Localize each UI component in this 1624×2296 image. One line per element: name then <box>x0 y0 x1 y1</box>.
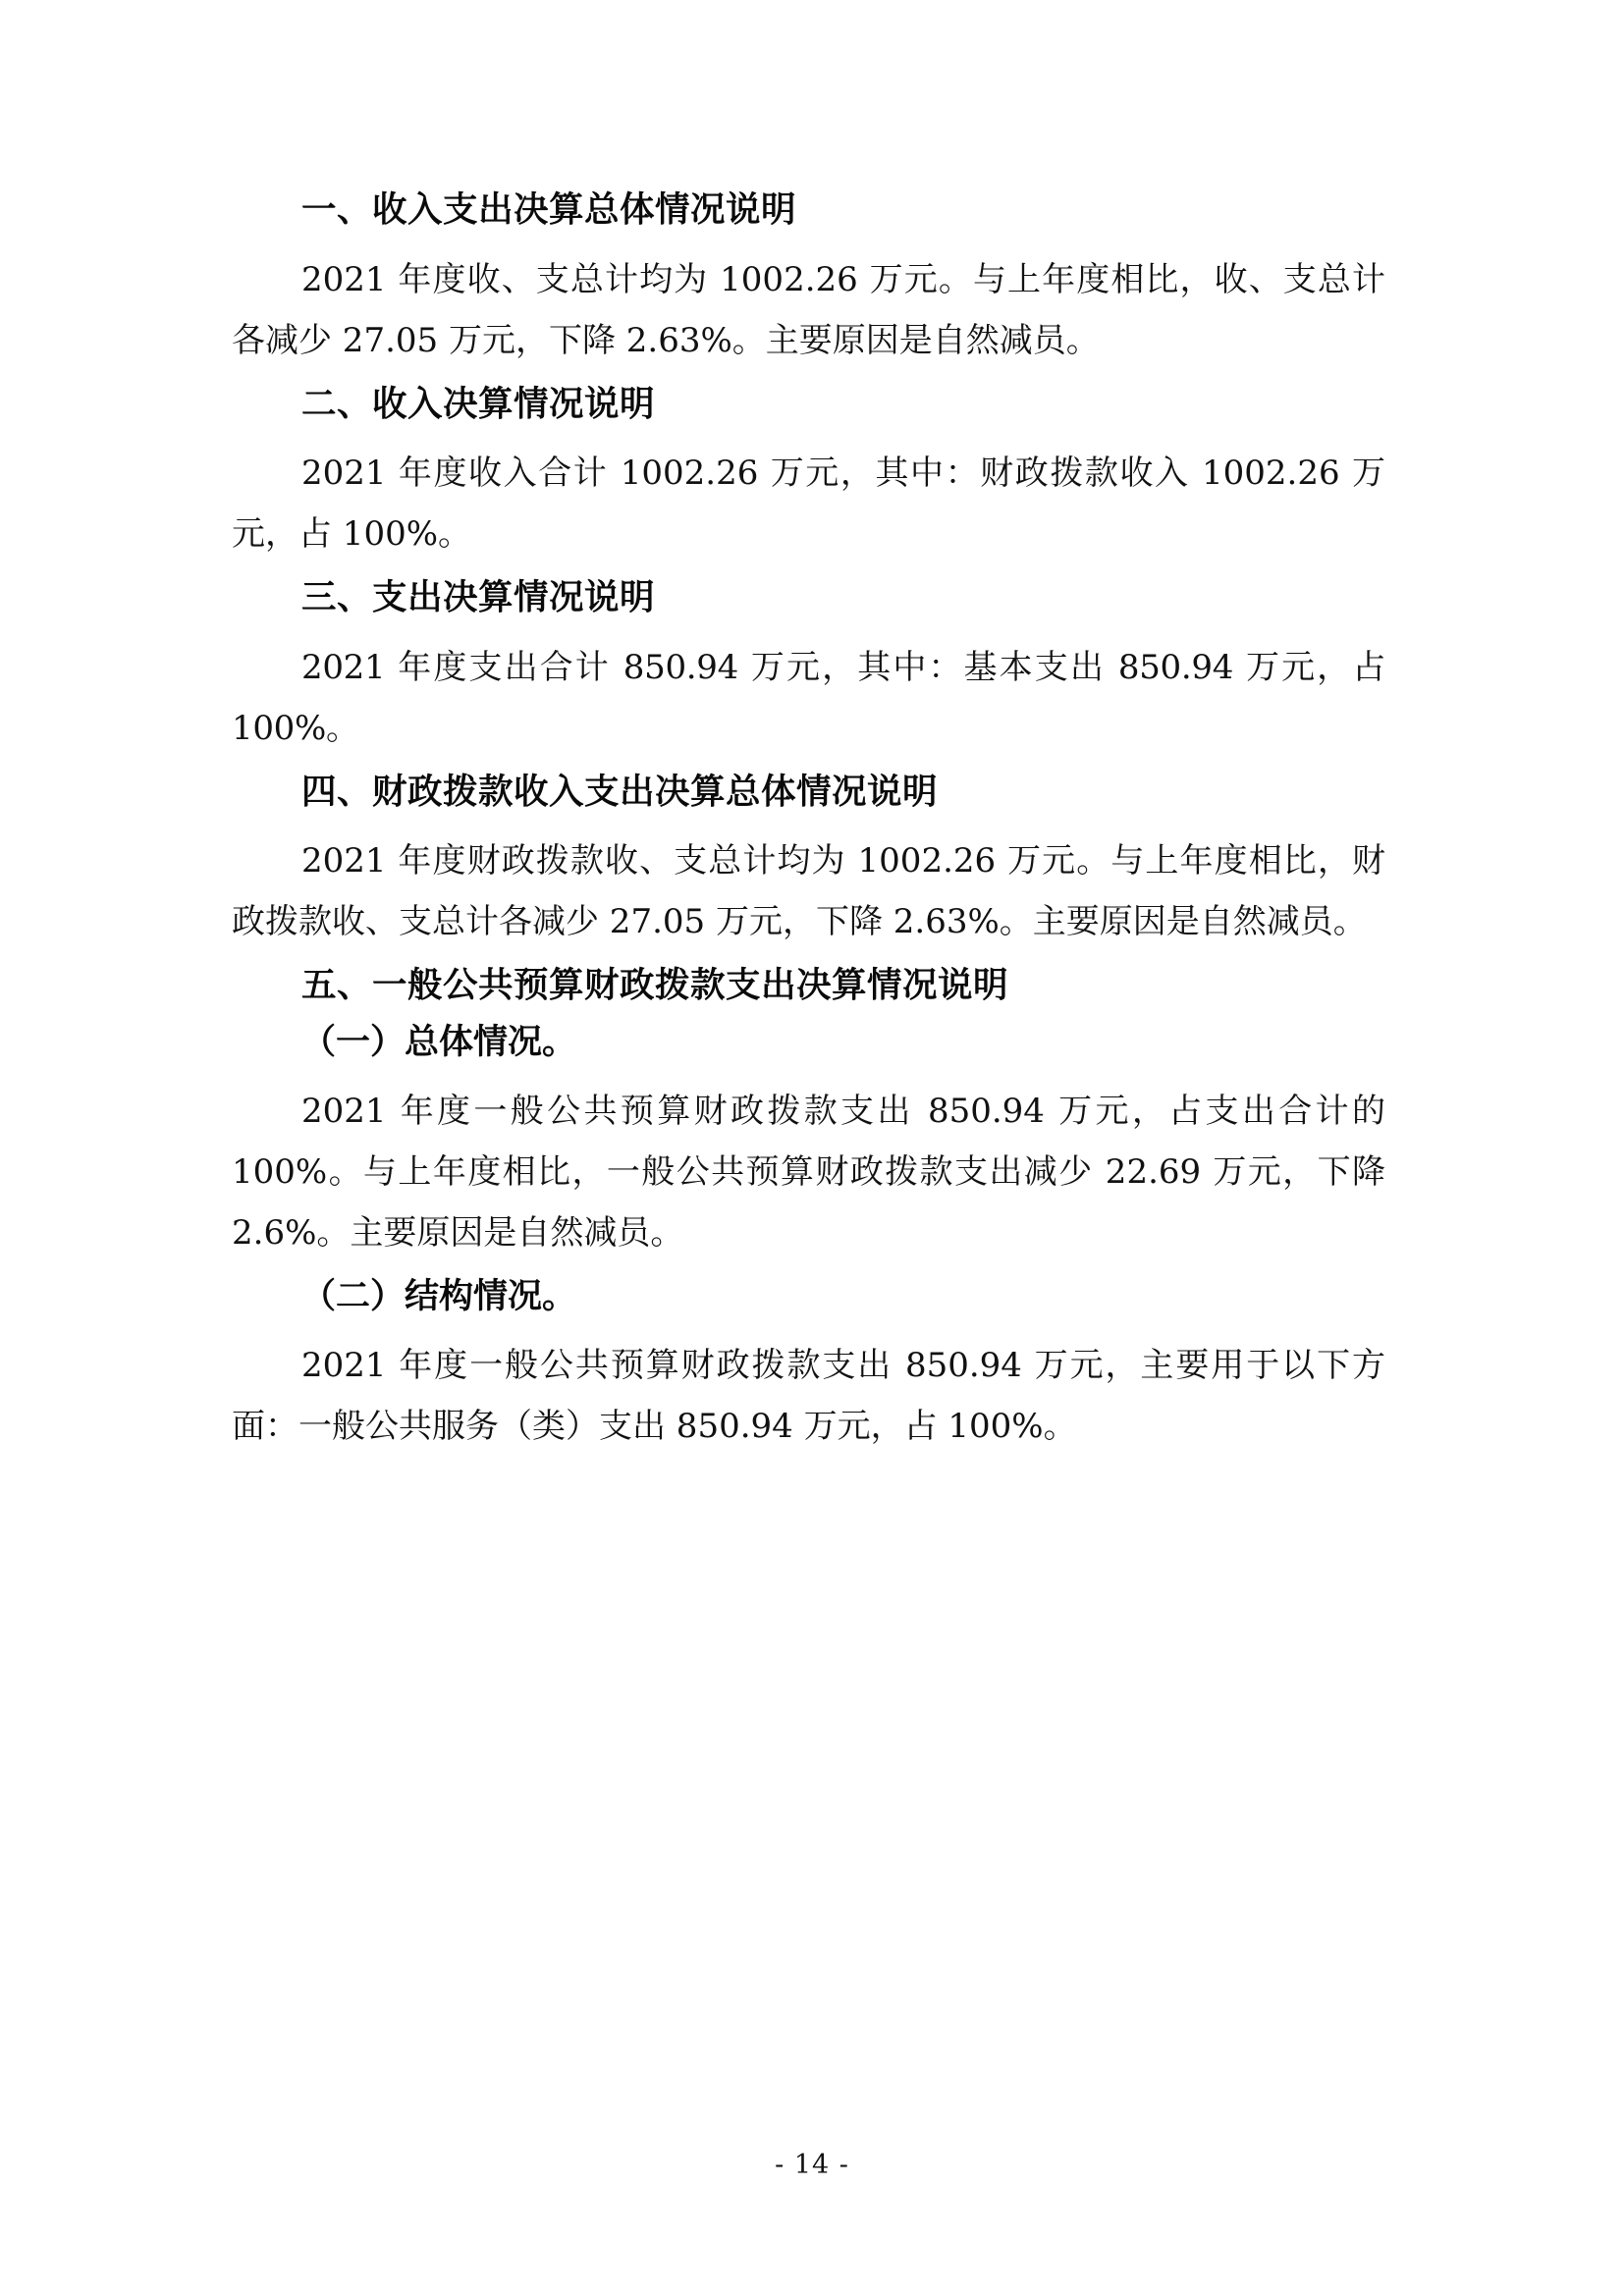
section-paragraph-3-1: 2021 年度支出合计 850.94 万元，其中：基本支出 850.94 万元，占 100%。 <box>232 647 1385 748</box>
subsection-paragraph-5-2-1: 2021 年度一般公共预算财政拨款支出 850.94 万元，主要用于以下方面：一般公共服务（类）支出 850.94 万元，占 100%。 <box>232 1345 1385 1446</box>
section-heading-4: 四、财政拨款收入支出决算总体情况说明 <box>301 771 939 812</box>
subsection-heading-5-1: （一）总体情况。 <box>301 1021 577 1062</box>
subsection-paragraph-5-1-1: 2021 年度一般公共预算财政拨款支出 850.94 万元，占支出合计的 100%。与上年度相比，一般公共预算财政拨款支出减少 22.69 万元，下降 2.6%。主要原因是自然减员。 <box>232 1091 1385 1253</box>
section-heading-2: 二、收入决算情况说明 <box>301 383 656 424</box>
page-number: - 14 - <box>775 2150 849 2180</box>
section-paragraph-4-1: 2021 年度财政拨款收、支总计均为 1002.26 万元。与上年度相比，财政拨款收、支总计各减少 27.05 万元，下降 2.63%。主要原因是自然减员。 <box>232 841 1385 941</box>
section-heading-5: 五、一般公共预算财政拨款支出决算情况说明 <box>301 965 1009 1005</box>
section-paragraph-1-1: 2021 年度收、支总计均为 1002.26 万元。与上年度相比，收、支总计各减少 27.05 万元，下降 2.63%。主要原因是自然减员。 <box>232 259 1385 360</box>
subsection-heading-5-2: （二）结构情况。 <box>301 1275 577 1316</box>
section-heading-3: 三、支出决算情况说明 <box>301 577 656 617</box>
section-paragraph-2-1: 2021 年度收入合计 1002.26 万元，其中：财政拨款收入 1002.26 万元，占 100%。 <box>232 454 1385 554</box>
section-heading-1: 一、收入支出决算总体情况说明 <box>301 189 797 230</box>
page-content <box>232 189 1385 1472</box>
